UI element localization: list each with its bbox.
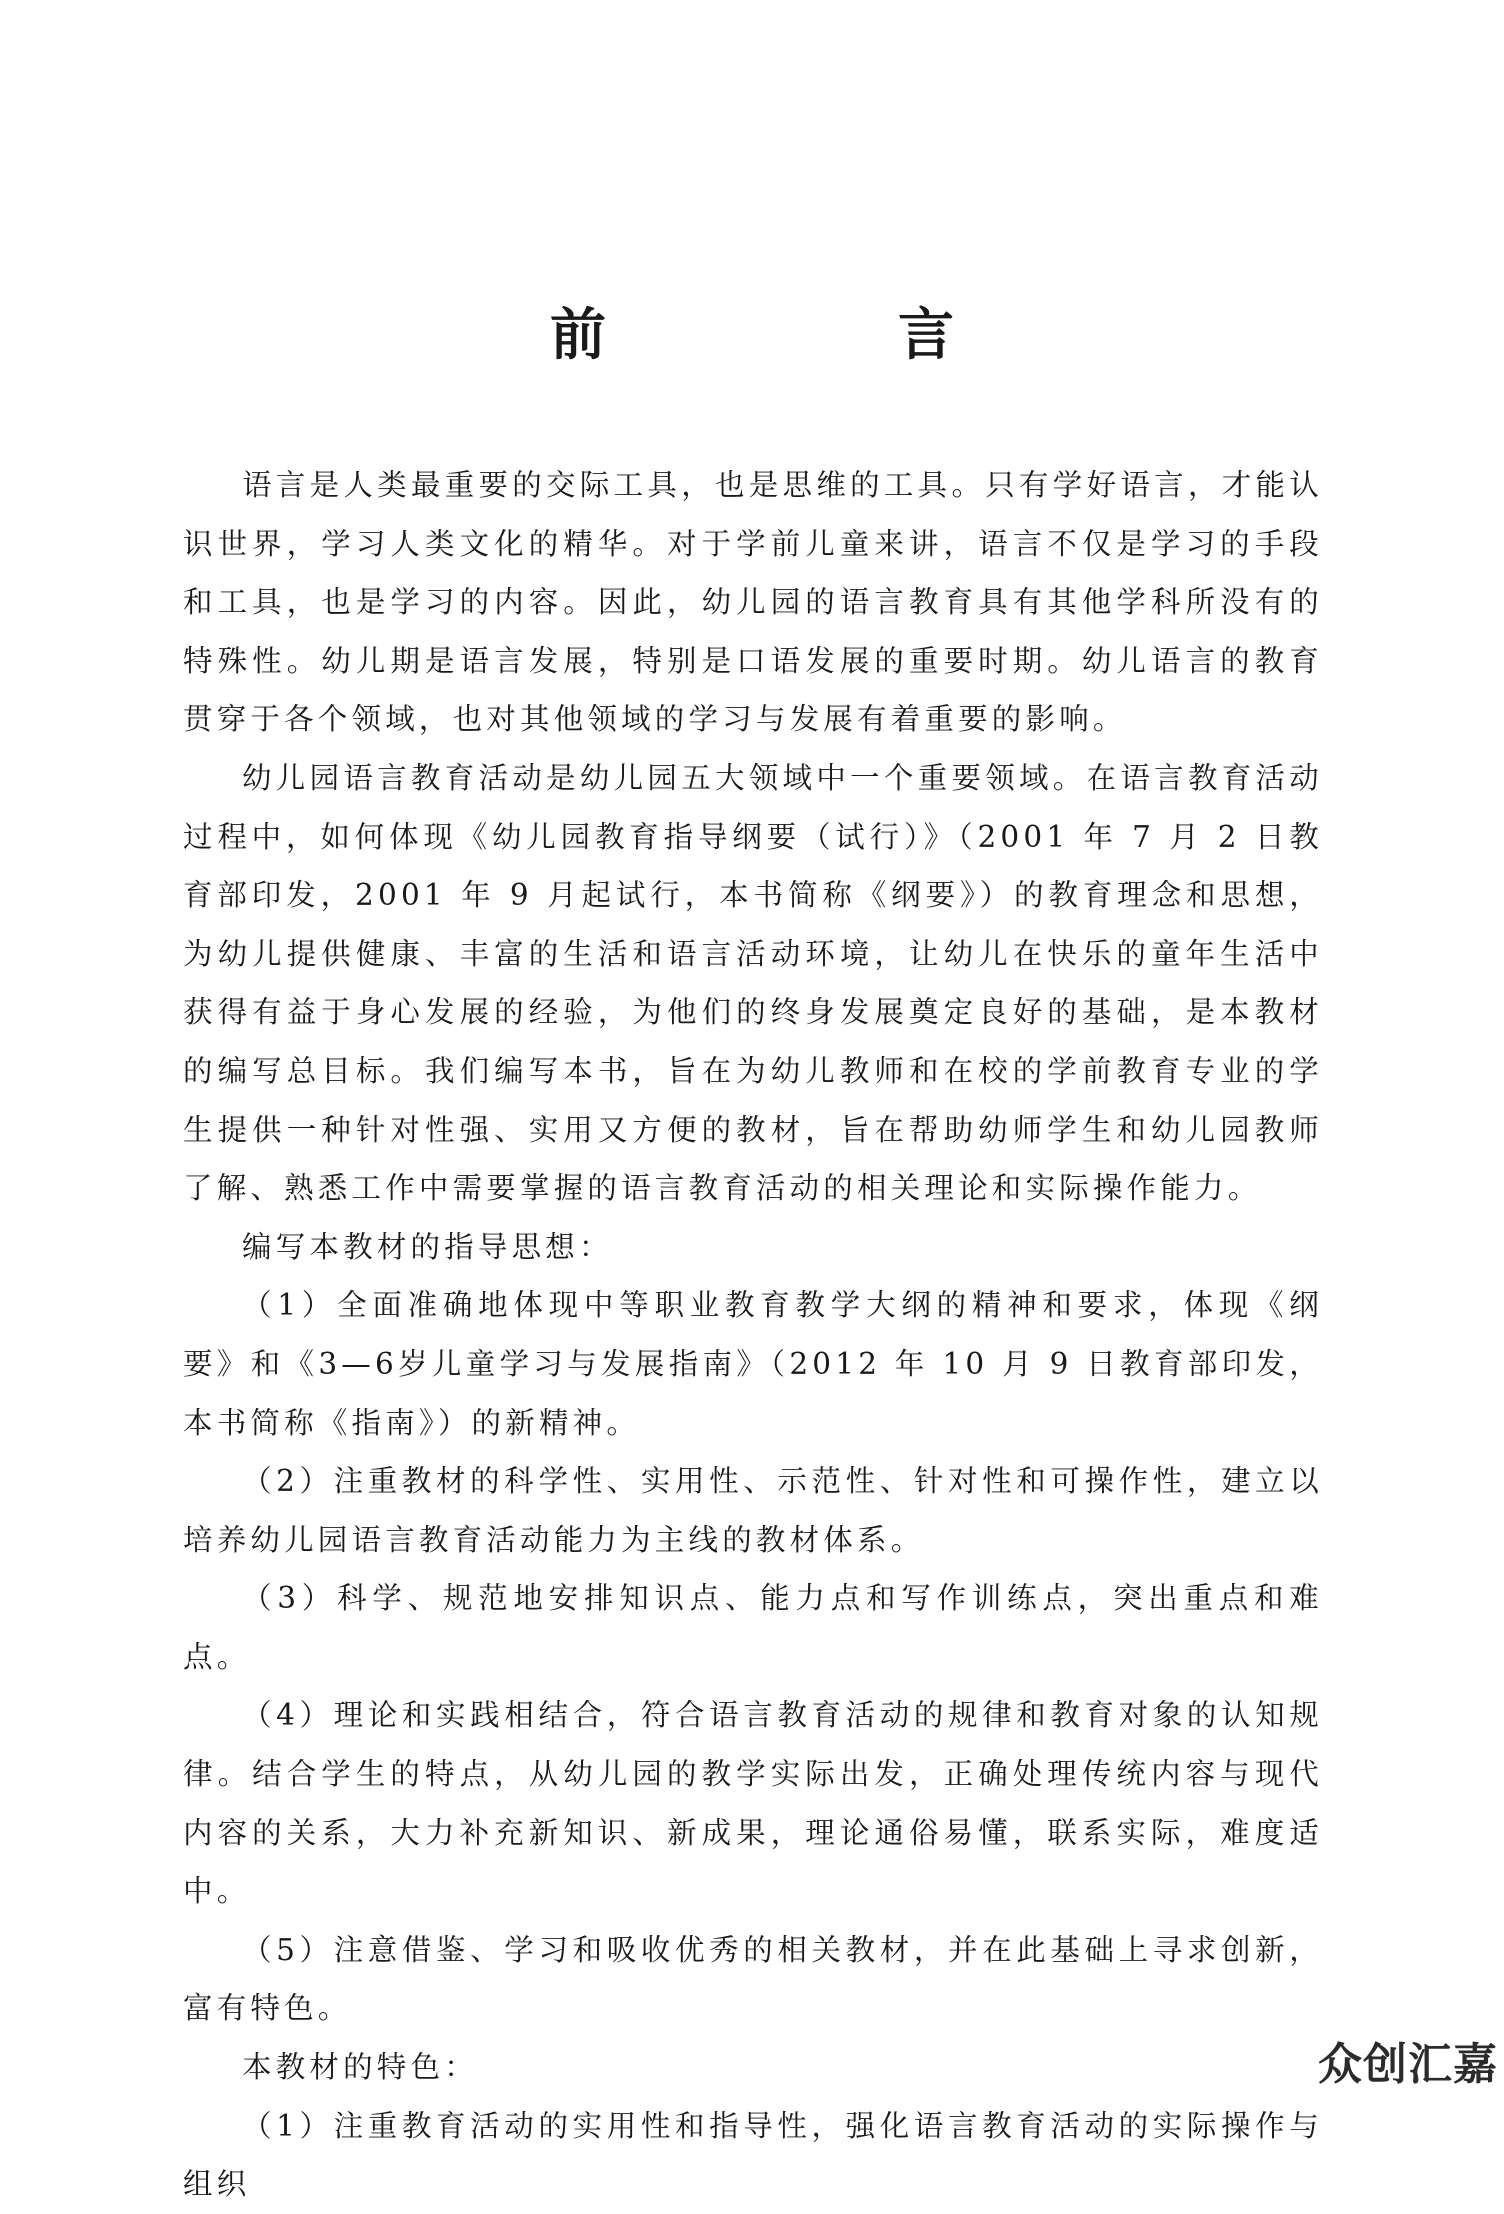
paragraph: （3）科学、规范地安排知识点、能力点和写作训练点，突出重点和难点。 — [183, 1581, 1323, 1674]
preface-body — [183, 456, 1323, 2214]
page-title: 前 言 — [550, 302, 1072, 368]
paragraph: （2）注重教材的科学性、实用性、示范性、针对性和可操作性，建立以培养幼儿园语言教育活动能力为主线的教材体系。 — [183, 1464, 1323, 1557]
watermark-logo: 众创汇嘉 — [1318, 2039, 1498, 2090]
paragraph: 幼儿园语言教育活动是幼儿园五大领域中一个重要领域。在语言教育活动过程中，如何体现《幼儿园教育指导纲要（试行）》（2001 年 7 月 2 日教育部印发，2001 年 9 月起试行，本书简称《纲要》）的教育理念和思想，为幼儿提供健康、丰富的生活和语言活动环境，让幼儿在快乐的童年生活中获得有益于身心发展的经验，为他们的终身发展奠定良好的基础，是本教材的编写总目标。我们编写本书，旨在为幼儿教师和在校的学前教育专业的学生提供一种针对性强、实用又方便的教材，旨在帮助幼师学生和幼儿园教师了解、熟悉工作中需要掌握的语言教育活动的相关理论和实际操作能力。 — [183, 760, 1323, 1206]
paragraph: 语言是人类最重要的交际工具，也是思维的工具。只有学好语言，才能认识世界，学习人类文化的精华。对于学前儿童来讲，语言不仅是学习的手段和工具，也是学习的内容。因此，幼儿园的语言教育具有其他学科所没有的特殊性。幼儿期是语言发展，特别是口语发展的重要时期。幼儿语言的教育贯穿于各个领域，也对其他领域的学习与发展有着重要的影响。 — [183, 468, 1323, 737]
paragraph: 编写本教材的指导思想： — [242, 1229, 613, 1264]
paragraph: 本教材的特色： — [242, 2050, 478, 2085]
paragraph: （1）全面准确地体现中等职业教育教学大纲的精神和要求，体现《纲要》和《3—6岁儿童学习与发展指南》（2012 年 10 月 9 日教育部印发，本书简称《指南》）的新精神。 — [183, 1288, 1323, 1440]
paragraph: （4）理论和实践相结合，符合语言教育活动的规律和教育对象的认知规律。结合学生的特点，从幼儿园的教学实际出发，正确处理传统内容与现代内容的关系，大力补充新知识、新成果，理论通俗易懂，联系实际，难度适中。 — [183, 1698, 1323, 1909]
paragraph: （5）注意借鉴、学习和吸收优秀的相关教材，并在此基础上寻求创新，富有特色。 — [183, 1932, 1323, 2026]
paragraph: （1）注重教育活动的实用性和指导性，强化语言教育活动的实际操作与组织 — [183, 2108, 1323, 2202]
